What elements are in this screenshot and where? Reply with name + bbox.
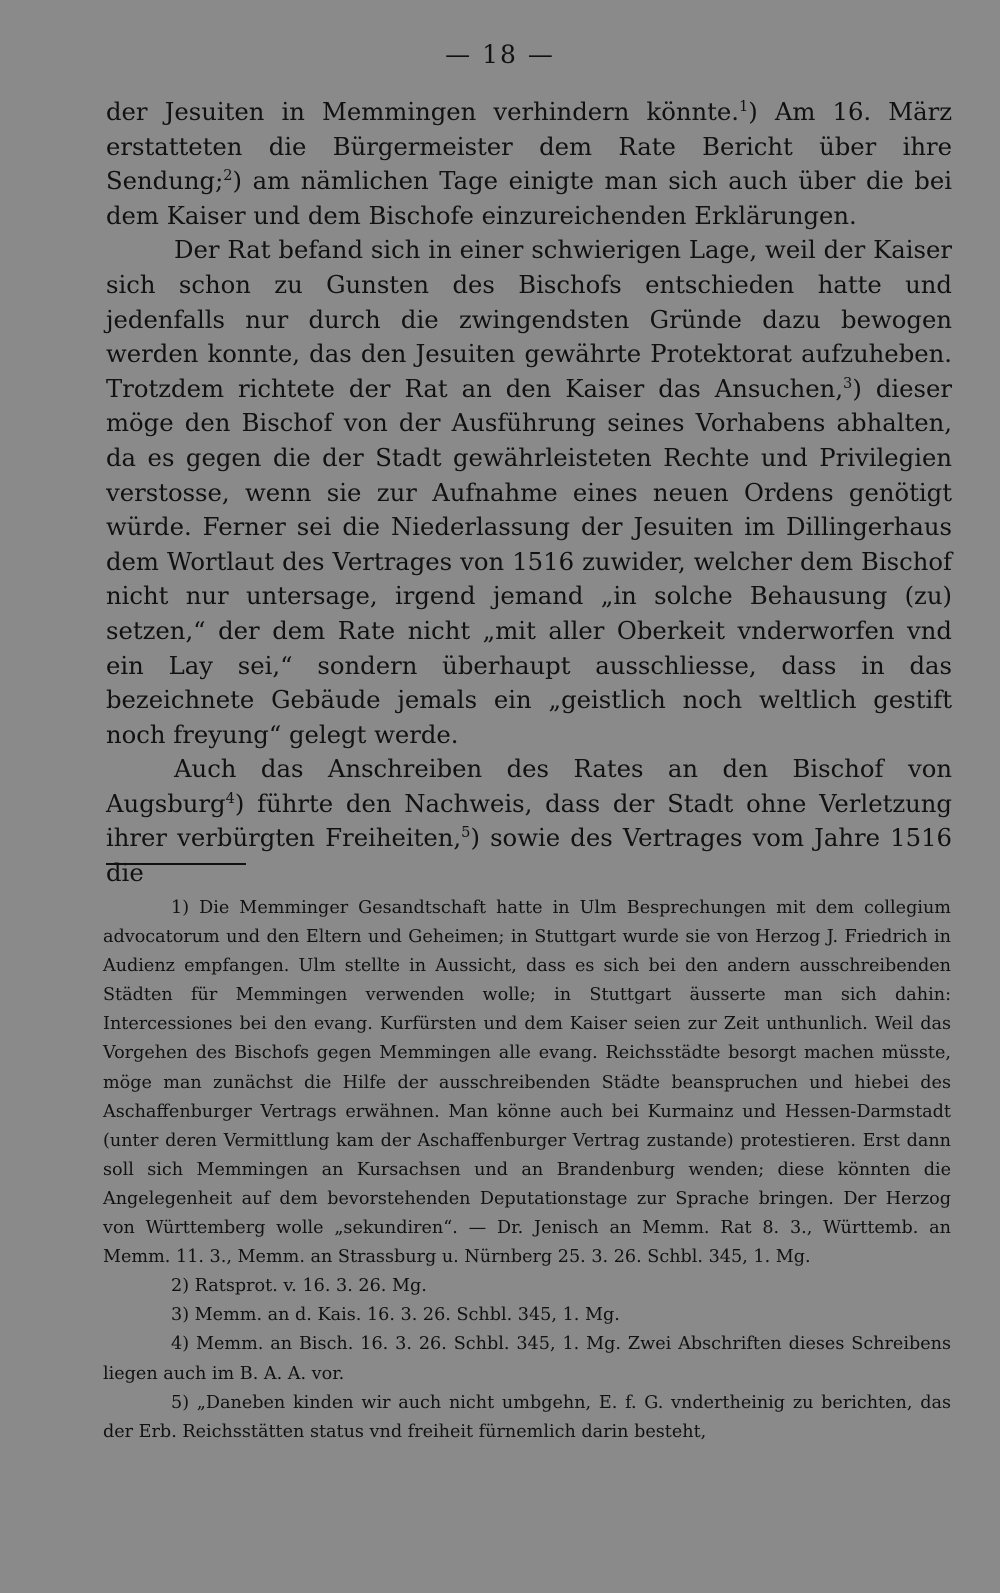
body-text: ) dieser möge den Bischof von der Ausführung seines Vorhabens abhalten, da es gegen die der Stadt gewährleisteten Rechte und Privilegien verstosse, wenn sie zur Aufnahme eines neuen Ordens genötigt würde. Ferner sei die Niederlassung der Jesuiten im Dillingerhaus dem Wortlaut des Vertrages von 1516 zuwider, welcher dem Bischof nicht nur untersage, irgend jemand „in solche Behausung (zu) setzen,“ der dem Rate nicht „mit aller Oberkeit vnderworfen vnd ein Lay sei,“ sondern überhaupt ausschliesse, dass in das bezeichnete Gebäude jemals ein „geistlich noch weltlich gestift noch freyung“ gelegt werde. <box>106 373 952 749</box>
footnote-marker: 1 <box>739 97 749 115</box>
body-text: Der Rat befand sich in einer schwierigen Lage, weil der Kaiser sich schon zu Gunsten des Bischofs entschieden hatte und jedenfalls nur durch die zwingendsten Gründe dazu bewogen werden konnte, das den Jesuiten gewährte Protektorat aufzuheben. Trotzdem richtete der Rat an den Kaiser das Ansuchen, <box>106 235 952 403</box>
page-number: — 18 — <box>445 40 555 69</box>
footnote-marker: 2 <box>223 167 233 185</box>
main-text <box>106 95 952 891</box>
footnote: 1) Die Memminger Gesandtschaft hatte in Ulm Besprechungen mit dem collegium advocatorum und den Eltern und Geheimen; in Stuttgart wurde sie von Herzog J. Friedrich in Audienz empfangen. Ulm stellte in Aussicht, dass es sich bei den andern ausschreibenden Städten für Memmingen verwenden wolle; in Stuttgart äusserte man sich dahin: Intercessiones bei den evang. Kurfürsten und dem Kaiser seien zur Zeit unthunlich. Weil das Vorgehen des Bischofs gegen Memmingen alle evang. Reichsstädte besorgt machen müsste, möge man zunächst die Hilfe der ausschreibenden Städte beanspruchen und hiebei des Aschaffenburger Vertrags erwähnen. Man könne auch bei Kurmainz und Hessen-Darmstadt (unter deren Vermittlung kam der Aschaffenburger Vertrag zustande) protestieren. Erst dann soll sich Memmingen an Kursachsen und an Brandenburg wenden; diese könnten die Angelegenheit auf dem bevorstehenden Deputationstage zur Sprache bringen. Der Herzog von Württemberg wolle „sekundiren“. — Dr. Jenisch an Memm. Rat 8. 3., Württemb. an Memm. 11. 3., Memm. an Strassburg u. Nürnberg 25. 3. 26. Schbl. 345, 1. Mg. <box>103 898 951 1268</box>
footnote: 4) Memm. an Bisch. 16. 3. 26. Schbl. 345, 1. Mg. Zwei Abschriften dieses Schreibens liegen auch im B. A. A. vor. <box>103 1334 951 1384</box>
body-text: ) Am 16. März erstatteten die Bürgermeister dem Rate Bericht über ihre Sendung; <box>106 97 953 196</box>
body-text: ) am nämlichen Tage einigte man sich auch über die bei dem Kaiser und dem Bischofe einzureichenden Erklärungen. <box>106 166 952 230</box>
footnotes <box>103 894 951 1447</box>
footnote: 2) Ratsprot. v. 16. 3. 26. Mg. <box>171 1276 427 1297</box>
body-text: Auch das Anschreiben des Rates an den Bischof von Augsburg <box>106 754 952 818</box>
body-text: ) sowie des Vertrages vom Jahre 1516 die <box>106 823 952 888</box>
body-paragraph <box>106 95 952 233</box>
footnote-marker: 3 <box>843 374 853 392</box>
body-paragraph <box>106 752 952 890</box>
footnote: 5) „Daneben kinden wir auch nicht umbgehn, E. f. G. vndertheinig zu berichten, das der Erb. Reichsstätten status vnd freiheit fürnemlich darin besteht, <box>103 1392 951 1442</box>
body-paragraph <box>106 233 952 752</box>
body-text: ) führte den Nachweis, dass der Stadt ohne Verletzung ihrer verbürgten Freiheiten, <box>106 788 952 853</box>
body-text: der Jesuiten in Memmingen verhindern könnte. <box>106 97 739 126</box>
footnote-marker: 5 <box>461 824 471 842</box>
footnote-divider <box>106 863 246 865</box>
footnote-marker: 4 <box>225 789 235 807</box>
footnote: 3) Memm. an d. Kais. 16. 3. 26. Schbl. 345, 1. Mg. <box>171 1305 620 1326</box>
